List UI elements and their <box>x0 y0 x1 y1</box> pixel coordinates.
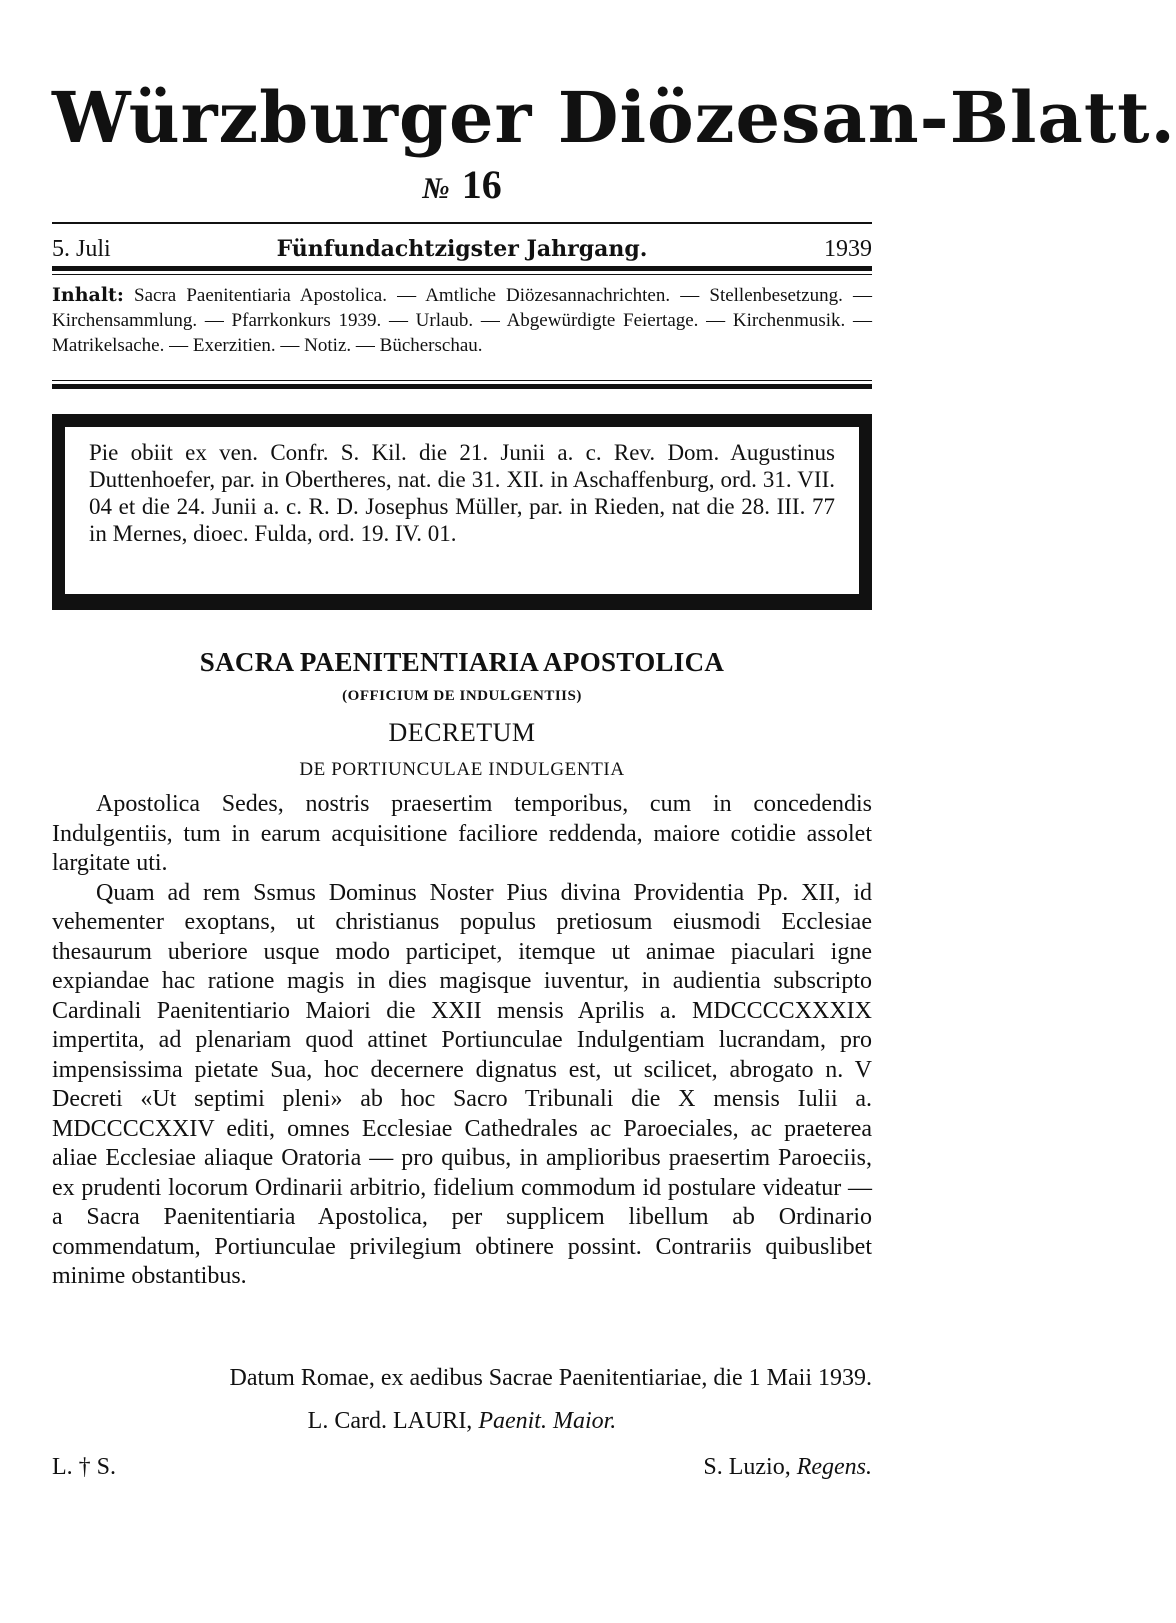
issue-number <box>52 160 872 214</box>
article-subtitle: (OFFICIUM DE INDULGENTIIS) <box>342 688 582 704</box>
paragraph: Quam ad rem Ssmus Dominus Noster Pius divina Providentia Pp. XII, id vehementer exoptans, ut christianus populus pretiosum eiusmodi Ecclesiae thesaurum uberiore usque modo participet, itemque ut animae piaculari igne expiandae hac ratione magis in dies magisque iuventur, in audientia subscripto Cardinali Paenitentiario Maiori die XXII mensis Aprilis a. MDCCCCXXXIX impertita, ad plenariam quod attinet Portiunculae Indulgentiam lucrandam, pro impensissima pietate Sua, hoc decernere dignatus est, ut scilicet, abrogato n. V Decreti «Ut septimi pleni» ab hoc Sacro Tribunali die X mensis Iulii a. MDCCCCXXIV editi, omnes Ecclesiae Cathedrales ac Paroeciales, ac praeterea aliae Ecclesiae aliaque Oratoria — pro quibus, in amplioribus praesertim Paroeciis, ex prudenti locorum Ordinarii arbitrio, fidelium commodum id postulare videatur — a Sacra Paenitentiaria Apostolica, per supplicem libellum ab Ordinario commendatum, Portiunculae privilegium obtinere possint. Contrariis quibuslibet minime obstantibus. <box>52 879 872 1289</box>
masthead-title: Würzburger Diözesan-Blatt. <box>52 76 1176 159</box>
decree-heading: DECRETUM <box>388 718 536 747</box>
volume-label: Fünfundachtzigster Jahrgang. <box>276 236 648 262</box>
divider <box>52 222 872 224</box>
signer-title: Regens. <box>796 1454 872 1480</box>
dated-line: Datum Romae, ex aedibus Sacrae Paenitentiariae, die 1 Maii 1939. <box>229 1365 872 1391</box>
issue-number-value: 16 <box>461 162 502 207</box>
table-of-contents <box>52 283 872 358</box>
signature-regens <box>703 1452 872 1482</box>
decree-subheading: DE PORTIUNCULAE INDULGENTIA <box>299 759 625 780</box>
contents-text: Sacra Paenitentiaria Apostolica. — Amtliche Diözesannachrichten. — Stellenbesetzung. — Kirchensammlung. — Pfarrkonkurs 1939. — Urlaub. — Abgewürdigte Feiertage. — Kirchenmusik. — Matrikelsache. — Exerzitien. — Notiz. — Bücherschau. <box>52 285 873 356</box>
divider <box>52 384 872 389</box>
signature-cardinal <box>52 1406 872 1436</box>
divider <box>52 274 872 275</box>
signer-name: L. Card. LAURI, <box>307 1408 473 1434</box>
signature-row <box>52 1452 872 1482</box>
decree-body <box>52 790 872 1292</box>
divider <box>52 266 872 271</box>
article-headings <box>52 640 872 782</box>
seal-mark: L. † S. <box>52 1454 117 1480</box>
obituary-box <box>52 414 872 610</box>
article-title: SACRA PAENITENTIARIA APOSTOLICA <box>199 647 725 677</box>
issue-year: 1939 <box>824 236 872 262</box>
signer-name: S. Luzio, <box>703 1454 791 1480</box>
divider <box>52 380 872 381</box>
issue-date: 5. Juli <box>52 236 111 262</box>
signer-title: Paenit. Maior. <box>478 1408 617 1434</box>
contents-label: Inhalt: <box>52 284 124 306</box>
dateline <box>52 232 872 266</box>
issue-prefix: № <box>422 172 450 205</box>
obituary-text: Pie obiit ex ven. Confr. S. Kil. die 21. Junii a. c. Rev. Dom. Augustinus Duttenhoefer, par. in Obertheres, nat. die 31. XII. in Aschaffenburg, ord. 31. VII. 04 et die 24. Junii a. c. R. D. Josephus Müller, par. in Rieden, nat die 28. III. 77 in Mernes, dioec. Fulda, ord. 19. IV. 01. <box>89 440 835 546</box>
paragraph: Apostolica Sedes, nostris praesertim temporibus, cum in concedendis Indulgentiis, tum in earum acquisitione faciliore reddenda, maiore cotidie assolet largitate uti. <box>52 791 872 876</box>
